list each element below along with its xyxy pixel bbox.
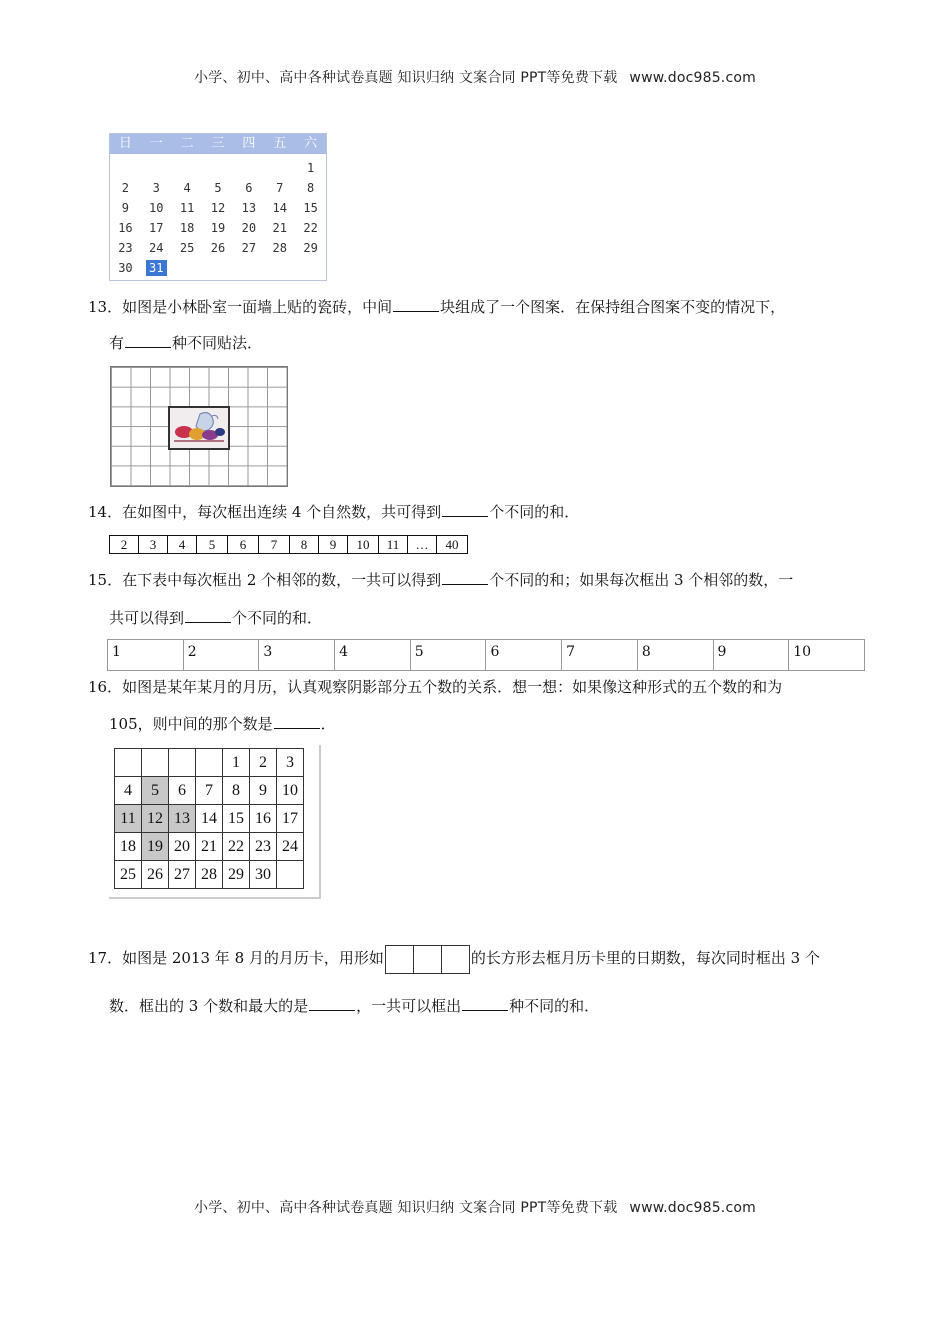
question-text: 共可以得到 [109,609,185,627]
calendar-cell: 8 [223,777,250,805]
calendar-cell: 20 [169,833,196,861]
answer-blank[interactable] [309,996,355,1011]
calendar-cell: 10 [277,777,304,805]
calendar-day: 25 [179,241,195,255]
calendar-cell: 24 [277,833,304,861]
calendar-cell: 9 [250,777,277,805]
weekday-label: 五 [273,136,287,151]
calendar-cell [196,749,223,777]
calendar-day: 19 [210,221,226,235]
calendar-cell: 26 [142,861,169,889]
table-cell: 8 [637,640,713,671]
calendar-day: 16 [118,221,133,235]
calendar-day: 4 [183,181,191,195]
question-text: 种不同的和． [509,997,600,1015]
calendar-cell: 5 [142,777,169,805]
calendar-day [295,258,326,278]
answer-blank[interactable] [185,608,231,623]
calendar-day: 14 [272,201,287,215]
calendar-cell [169,749,196,777]
calendar-cell: 1 [223,749,250,777]
calendar-day [264,158,295,178]
strip-cell: 3 [139,536,168,553]
calendar-cell: 27 [169,861,196,889]
calendar-cell: 2 [250,749,277,777]
calendar-day: 9 [121,201,130,215]
question-text: 如图是小林卧室一面墙上贴的瓷砖，中间 [122,298,393,316]
calendar-day: 24 [149,241,164,255]
calendar-day: 31 [146,260,167,276]
header-text: 小学、初中、高中各种试卷真题 知识归纳 文案合同 PPT等免费下载 [194,70,618,86]
calendar-day [203,158,234,178]
table-cell: 10 [789,640,865,671]
weekday-label: 一 [149,136,163,151]
calendar-day: 10 [149,201,164,215]
calendar-cell: 21 [196,833,223,861]
calendar-cell: 25 [115,861,142,889]
question-text: 105，则中间的那个数是 [109,715,273,733]
weekday-label: 三 [211,136,225,151]
calendar-day [172,158,203,178]
answer-blank[interactable] [274,714,320,729]
footer-url[interactable]: www.doc985.com [629,1200,756,1216]
table-cell: 3 [259,640,335,671]
question-text: 的长方形去框月历卡里的日期数，每次同时框出 3 个 [470,949,820,967]
weekday-label: 四 [242,136,256,151]
question-15-line-1 [88,570,793,590]
calendar-day: 21 [272,221,287,235]
calendar-cell: 18 [115,833,142,861]
calendar-day [233,258,264,278]
calendar-day: 26 [210,241,226,255]
question-text: 数．框出的 3 个数和最大的是 [109,997,309,1015]
calendar-cell: 13 [169,805,196,833]
calendar-day: 5 [214,181,222,195]
calendar-cell: 7 [196,777,223,805]
question-text: 如图是 2013 年 8 月的月历卡，用形如 [122,949,384,967]
table-cell: 6 [486,640,562,671]
question-text: 块组成了一个图案．在保持组合图案不变的情况下， [440,298,786,316]
question-13-line-1 [88,297,785,317]
answer-blank[interactable] [125,333,171,348]
number-table [107,639,865,671]
tile-pattern-picture [168,406,230,450]
footer-text: 小学、初中、高中各种试卷真题 知识归纳 文案合同 PPT等免费下载 [194,1200,618,1216]
question-14 [88,502,579,522]
calendar-cell: 3 [277,749,304,777]
calendar-cell [115,749,142,777]
calendar-day: 17 [149,221,164,235]
question-number: 16． [88,678,123,696]
three-cell-rectangle-icon [385,945,470,974]
table-cell: 2 [183,640,259,671]
question-15-line-2 [109,608,322,628]
question-number: 15． [88,571,123,589]
table-cell: 7 [562,640,638,671]
calendar-day-grid [110,158,326,278]
calendar-cell: 23 [250,833,277,861]
calendar-cell [142,749,169,777]
page-footer [0,1197,950,1217]
strip-cell: 4 [168,536,197,553]
calendar-image [109,133,327,281]
calendar-day [141,158,172,178]
calendar-day: 8 [306,181,315,195]
calendar-day [233,158,264,178]
question-text: 个不同的和；如果每次框出 3 个相邻的数，一 [489,571,794,589]
calendar-cell: 28 [196,861,223,889]
calendar-day: 30 [118,261,133,275]
calendar-day: 22 [303,221,318,235]
calendar-day: 1 [306,161,315,175]
calendar-cell: 15 [223,805,250,833]
question-text: 有 [109,334,125,352]
calendar-cell: 16 [250,805,277,833]
calendar-day: 11 [179,201,195,215]
strip-cell: 11 [379,536,408,553]
calendar-cell: 22 [223,833,250,861]
question-text: 如图是某年某月的月历，认真观察阴影部分五个数的关系．想一想：如果像这种形式的五个数的和为 [122,678,783,696]
calendar-day [172,258,203,278]
calendar-cell: 30 [250,861,277,889]
calendar-day [264,258,295,278]
weekday-label: 日 [118,136,132,151]
calendar-cell: 6 [169,777,196,805]
table-cell: 4 [335,640,411,671]
calendar-day: 12 [210,201,226,215]
question-text: 种不同贴法． [172,334,263,352]
strip-cell: 10 [348,536,379,553]
weekday-label: 六 [304,136,318,151]
calendar-cell: 19 [142,833,169,861]
question-13-line-2 [109,333,262,353]
calendar-day [110,158,141,178]
table-cell: 1 [108,640,184,671]
calendar-day: 2 [121,181,130,195]
calendar-cell: 12 [142,805,169,833]
strip-cell: 5 [197,536,228,553]
answer-blank[interactable] [393,297,439,312]
calendar-day: 29 [303,241,318,255]
calendar-day: 18 [179,221,195,235]
table-cell: 5 [410,640,486,671]
question-text: ． [320,715,336,733]
strip-cell: … [408,536,437,553]
calendar-day: 7 [276,181,284,195]
weekday-label: 二 [180,136,194,151]
calendar-cell: 17 [277,805,304,833]
calendar-cell: 11 [115,805,142,833]
question-16-line-2 [109,714,336,734]
calendar-day: 3 [152,181,160,195]
calendar-day: 13 [241,201,257,215]
month-calendar [109,745,321,899]
calendar-cell [277,861,304,889]
question-text: 个不同的和． [232,609,323,627]
header-url[interactable]: www.doc985.com [629,70,756,86]
question-number: 14． [88,503,123,521]
answer-blank[interactable] [442,570,488,585]
strip-cell: 2 [110,536,139,553]
table-cell: 9 [713,640,789,671]
answer-blank[interactable] [442,502,488,517]
strip-cell: 9 [319,536,348,553]
calendar-day: 15 [303,201,318,215]
question-text: 在下表中每次框出 2 个相邻的数，一共可以得到 [122,571,442,589]
calendar-day: 6 [245,181,253,195]
question-text: 在如图中，每次框出连续 4 个自然数，共可得到 [122,503,442,521]
calendar-day: 28 [272,241,287,255]
question-17-line-1 [88,944,820,974]
calendar-day [203,258,234,278]
question-number: 13． [88,298,123,316]
calendar-day: 27 [241,241,257,255]
question-17-line-2 [109,996,599,1016]
calendar-cell: 29 [223,861,250,889]
question-text: ，一共可以框出 [356,997,462,1015]
calendar-day: 23 [118,241,133,255]
strip-cell: 6 [228,536,259,553]
calendar-cell: 14 [196,805,223,833]
question-number: 17． [88,949,123,967]
calendar-day: 20 [241,221,257,235]
calendar-cell: 4 [115,777,142,805]
page-header [0,67,950,87]
strip-cell: 7 [259,536,290,553]
answer-blank[interactable] [462,996,508,1011]
calendar-weekday-header [110,134,326,154]
strip-cell: 40 [445,537,459,552]
number-strip [109,535,468,554]
question-text: 个不同的和． [489,503,580,521]
teapot-fruit-icon [170,408,228,448]
strip-cell: 8 [290,536,319,553]
question-16-line-1 [88,677,782,697]
